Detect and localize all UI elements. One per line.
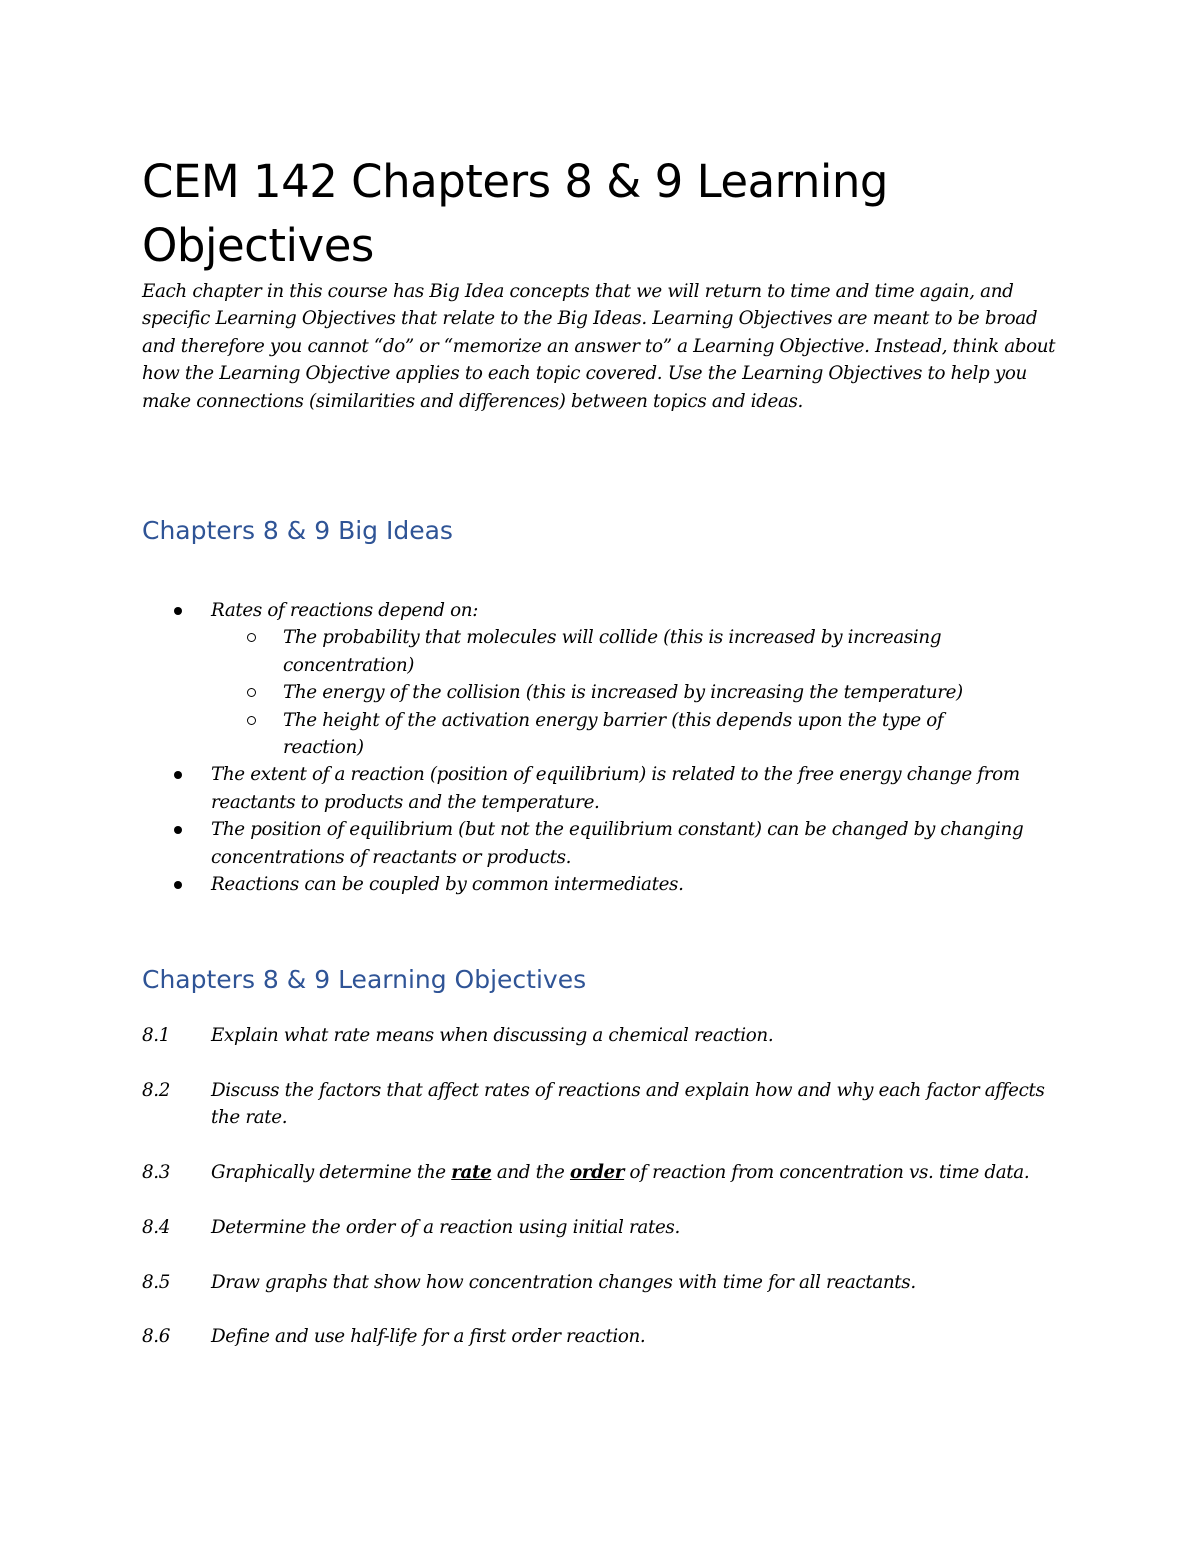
big-idea-subitem-text: The energy of the collision (this is increased by increasing the temperature): [283, 682, 963, 704]
objective-text: Explain what rate means when discussing a chemical reaction.: [211, 1025, 774, 1046]
objective-item: [0, 1269, 1051, 1296]
objective-number: 8.3: [142, 1162, 171, 1183]
objective-text-part: of reaction from concentration vs. time data.: [624, 1162, 1030, 1183]
objective-number: 8.5: [142, 1271, 171, 1293]
big-idea-item: [0, 761, 1051, 816]
hollow-bullet-icon: [247, 716, 256, 725]
big-idea-text: The extent of a reaction (position of equilibrium) is related to the free energy change from reactants to products and the temperature.: [211, 764, 1020, 813]
big-idea-subitem: [0, 679, 1013, 706]
big-idea-subitem: [0, 624, 1013, 679]
objective-text: Define and use half-life for a first order reaction.: [211, 1326, 646, 1348]
hollow-bullet-icon: [247, 633, 256, 642]
big-idea-text: Rates of reactions depend on:: [211, 600, 479, 621]
objectives-heading: Chapters 8 & 9 Learning Objectives: [142, 965, 587, 994]
objective-item: [0, 1323, 1051, 1350]
objective-item: [0, 1022, 1051, 1049]
objective-number: 8.4: [142, 1216, 171, 1238]
objective-number: 8.1: [142, 1025, 171, 1046]
objective-number: 8.2: [142, 1079, 171, 1101]
bullet-icon: [174, 771, 182, 779]
objective-text: Discuss the factors that affect rates of reactions and explain how and why each factor affects the rate.: [211, 1079, 1045, 1129]
objective-text-part: and the: [491, 1162, 570, 1183]
big-ideas-heading: Chapters 8 & 9 Big Ideas: [142, 516, 453, 545]
objective-text: Determine the order of a reaction using initial rates.: [211, 1216, 680, 1238]
big-idea-subitem: [0, 707, 1013, 762]
big-ideas-list: [0, 597, 1200, 898]
big-idea-subitem-text: The probability that molecules will collide (this is increased by increasing concentration): [283, 627, 942, 676]
intro-paragraph: Each chapter in this course has Big Idea concepts that we will return to time and time again, and specific Learning Objectives that relate to the Big Ideas. Learning Objectives are meant to be broad and therefore you cannot “do” or “memorize an answer to” a Learning Objective. Instead, think about how the Learning Objective applies to each topic covered. Use the Learning Objectives to help you make connections (similarities and differences) between topics and ideas.: [142, 281, 1056, 412]
objective-number: 8.6: [142, 1326, 171, 1348]
objectives-list: [0, 1022, 1200, 1378]
bullet-icon: [174, 826, 182, 834]
page-title: CEM 142 Chapters 8 & 9 Learning Objectives: [142, 155, 888, 272]
objective-item: [0, 1159, 1051, 1186]
bullet-icon: [174, 607, 182, 615]
objective-text-part: Graphically determine the: [211, 1162, 452, 1183]
objective-emphasis-order: order: [569, 1162, 625, 1183]
bullet-icon: [174, 881, 182, 889]
objective-item: [0, 1077, 1051, 1132]
big-idea-item: [0, 871, 1051, 898]
big-idea-item: [0, 816, 1051, 871]
big-idea-text: Reactions can be coupled by common intermediates.: [211, 874, 684, 896]
objective-text: Draw graphs that show how concentration changes with time for all reactants.: [211, 1271, 916, 1293]
big-idea-item: [0, 597, 1051, 624]
objective-emphasis-rate: rate: [451, 1162, 492, 1183]
big-idea-subitem-text: The height of the activation energy barrier (this depends upon the type of reaction): [283, 709, 944, 759]
big-idea-text: The position of equilibrium (but not the equilibrium constant) can be changed by changing concentrations of reactants or products.: [211, 819, 1024, 868]
hollow-bullet-icon: [247, 688, 256, 697]
objective-item: [0, 1214, 1051, 1241]
